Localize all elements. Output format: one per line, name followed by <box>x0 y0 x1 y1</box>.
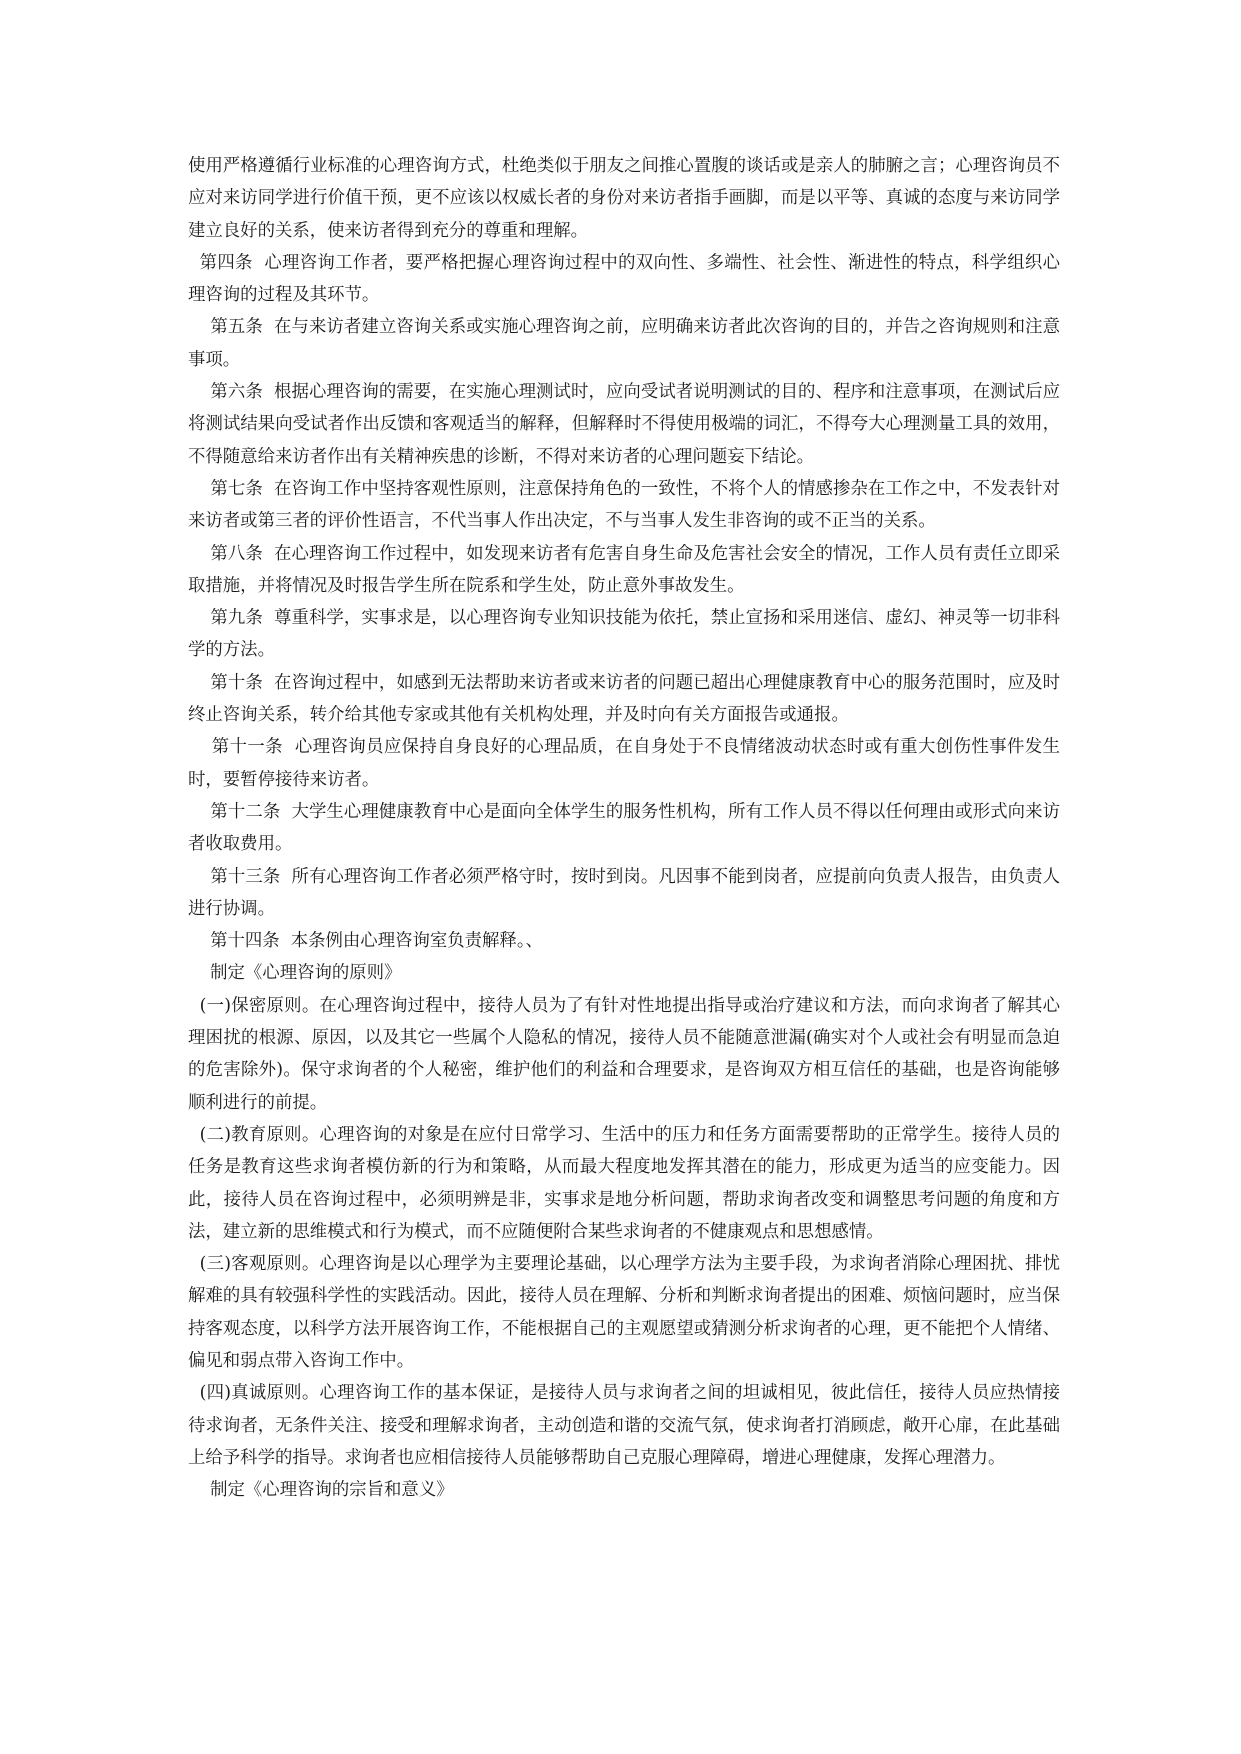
article-8: 第八条 在心理咨询工作过程中，如发现来访者有危害自身生命及危害社会安全的情况，工作人员有责任立即采取措施，并将情况及时报告学生所在院系和学生处，防止意外事故发生。 <box>188 543 1060 596</box>
article-6: 第六条 根据心理咨询的需要，在实施心理测试时，应向受试者说明测试的目的、程序和注意事项，在测试后应将测试结果向受试者作出反馈和客观适当的解释，但解释时不得使用极端的词汇，不得夸大心理测量工具的效用，不得随意给来访者作出有关精神疾患的诊断，不得对来访者的心理问题妄下结论。 <box>188 382 1060 467</box>
article-13: 第十三条 所有心理咨询工作者必须严格守时，按时到岗。凡因事不能到岗者，应提前向负责人报告，由负责人进行协调。 <box>188 866 1060 919</box>
principle-education: (二)教育原则。心理咨询的对象是在应付日常学习、生活中的压力和任务方面需要帮助的正常学生。接待人员的任务是教育这些求询者模仿新的行为和策略，从而最大程度地发挥其潜在的能力，形成更为适当的应变能力。因此，接待人员在咨询过程中，必须明辨是非，实事求是地分析问题，帮助求询者改变和调整思考问题的角度和方法，建立新的思维模式和行为模式，而不应随便附合某些求询者的不健康观点和思想感情。 <box>188 1124 1061 1242</box>
document-body <box>188 150 1060 1506</box>
paragraph-intro-continued: 使用严格遵循行业标准的心理咨询方式，杜绝类似于朋友之间推心置腹的谈话或是亲人的肺腑之言；心理咨询员不应对来访同学进行价值干预，更不应该以权威长者的身份对来访者指手画脚，而是以平等、真诚的态度与来访同学建立良好的关系，使来访者得到充分的尊重和理解。 <box>188 156 1060 241</box>
article-10: 第十条 在咨询过程中，如感到无法帮助来访者或来访者的问题已超出心理健康教育中心的服务范围时，应及时终止咨询关系，转介给其他专家或其他有关机构处理，并及时向有关方面报告或通报。 <box>188 672 1060 726</box>
article-7: 第七条 在咨询工作中坚持客观性原则，注意保持角色的一致性，不将个人的情感掺杂在工作之中，不发表针对来访者或第三者的评价性语言，不代当事人作出决定，不与当事人发生非咨询的或不正当的关系。 <box>188 478 1060 532</box>
article-9: 第九条 尊重科学，实事求是，以心理咨询专业知识技能为依托，禁止宣扬和采用迷信、虚幻、神灵等一切非科学的方法。 <box>188 608 1060 661</box>
principle-sincerity: (四)真诚原则。心理咨询工作的基本保证，是接待人员与求询者之间的坦诚相见，彼此信任，接待人员应热情接待求询者，无条件关注、接受和理解求询者，主动创造和谐的交流气氛，使求询者打消顾虑，敞开心扉，在此基础上给予科学的指导。求询者也应相信接待人员能够帮助自己克服心理障碍，增进心理健康，发挥心理潜力。 <box>188 1383 1061 1468</box>
article-14: 第十四条 本条例由心理咨询室负责解释。、 <box>188 931 543 952</box>
article-11: 第十一条 心理咨询员应保持自身良好的心理品质，在自身处于不良情绪波动状态时或有重大创伤性事件发生时，要暂停接待来访者。 <box>188 737 1060 790</box>
section-heading-purpose: 制定《心理咨询的宗旨和意义》 <box>188 1480 454 1501</box>
article-4: 第四条 心理咨询工作者，要严格把握心理咨询过程中的双向性、多端性、社会性、渐进性的特点，科学组织心理咨询的过程及其环节。 <box>188 252 1060 306</box>
principle-objectivity: (三)客观原则。心理咨询是以心理学为主要理论基础，以心理学方法为主要手段，为求询者消除心理困扰、排忧解难的具有较强科学性的实践活动。因此，接待人员在理解、分析和判断求询者提出的困难、烦恼问题时，应当保持客观态度，以科学方法开展咨询工作，不能根据自己的主观愿望或猜测分析求询者的心理，更不能把个人情绪、偏见和弱点带入咨询工作中。 <box>188 1254 1061 1371</box>
article-12: 第十二条 大学生心理健康教育中心是面向全体学生的服务性机构，所有工作人员不得以任何理由或形式向来访者收取费用。 <box>188 801 1060 855</box>
article-5: 第五条 在与来访者建立咨询关系或实施心理咨询之前，应明确来访者此次咨询的目的，并告之咨询规则和注意事项。 <box>188 317 1060 370</box>
principle-confidentiality: (一)保密原则。在心理咨询过程中，接待人员为了有针对性地提出指导或治疗建议和方法，而向求询者了解其心理困扰的根源、原因，以及其它一些属个人隐私的情况，接待人员不能随意泄漏(确实对个人或社会有明显而急迫的危害除外)。保守求询者的个人秘密，维护他们的利益和合理要求，是咨询双方相互信任的基础，也是咨询能够顺利进行的前提。 <box>188 995 1061 1113</box>
section-heading-principles: 制定《心理咨询的原则》 <box>188 963 402 984</box>
